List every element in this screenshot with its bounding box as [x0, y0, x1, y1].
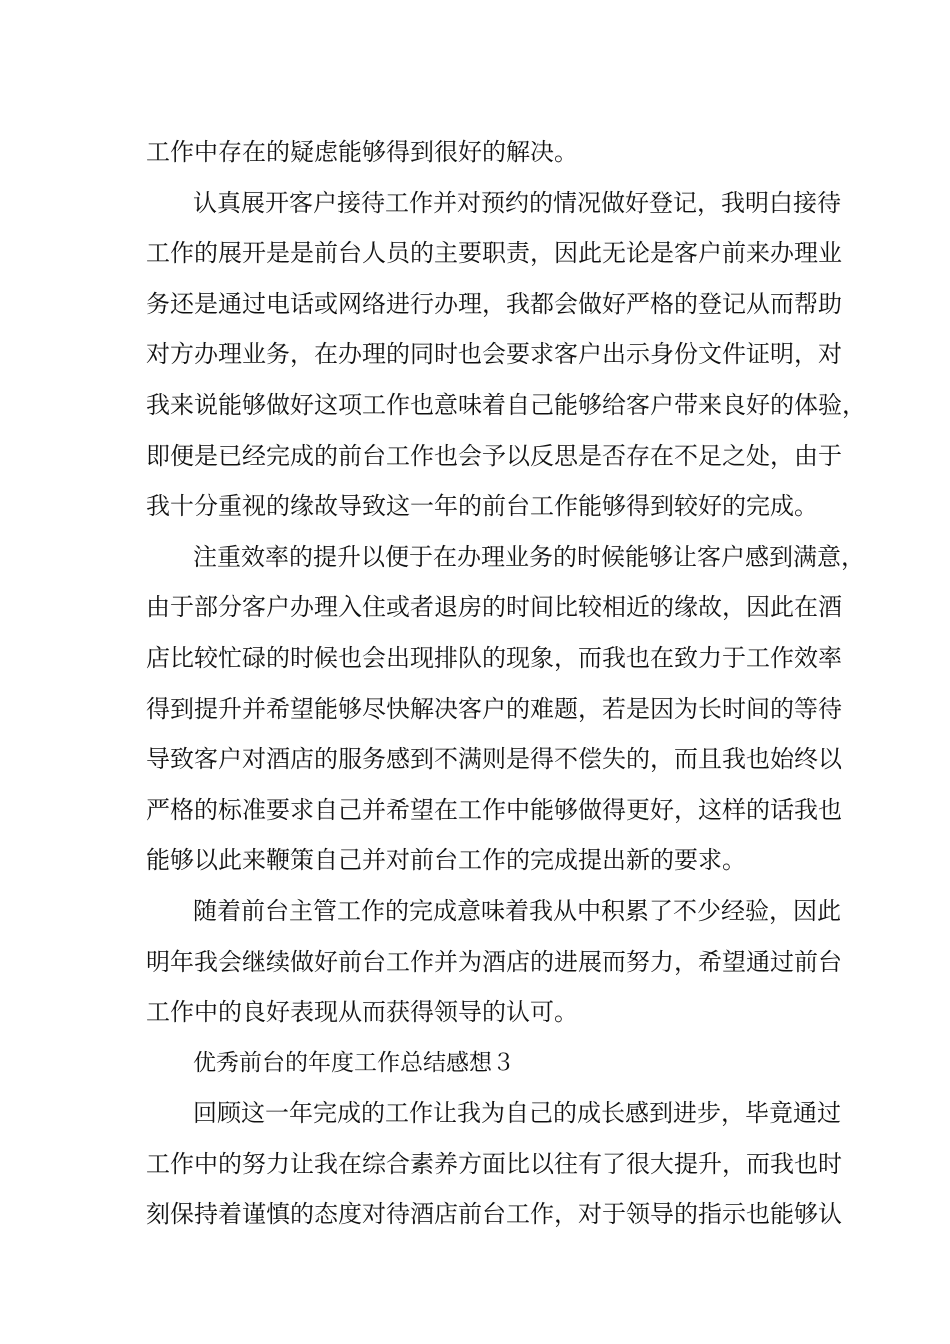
- text-line: 严格的标准要求自己并希望在工作中能够做得更好，这样的话我也: [146, 795, 842, 824]
- text-line: 导致客户对酒店的服务感到不满则是得不偿失的，而且我也始终以: [146, 745, 842, 774]
- paragraph-first-line: 认真展开客户接待工作并对预约的情况做好登记，我明白接待: [193, 188, 841, 217]
- text-line: 我十分重视的缘故导致这一年的前台工作能够得到较好的完成。: [146, 492, 818, 521]
- text-line: 由于部分客户办理入住或者退房的时间比较相近的缘故，因此在酒: [146, 593, 842, 622]
- section-heading: 优秀前台的年度工作总结感想３: [193, 1049, 515, 1076]
- text-line: 明年我会继续做好前台工作并为酒店的进展而努力，希望通过前台: [146, 947, 842, 976]
- text-line: 刻保持着谨慎的态度对待酒店前台工作，对于领导的指示也能够认: [146, 1200, 842, 1229]
- text-line: 工作的展开是是前台人员的主要职责，因此无论是客户前来办理业: [146, 239, 842, 268]
- text-line: 能够以此来鞭策自己并对前台工作的完成提出新的要求。: [146, 846, 746, 875]
- paragraph-first-line: 随着前台主管工作的完成意味着我从中积累了不少经验，因此: [193, 896, 841, 925]
- paragraph-first-line: 回顾这一年完成的工作让我为自己的成长感到进步，毕竟通过: [193, 1099, 841, 1128]
- document-body: [146, 127, 866, 1240]
- text-line: 工作中存在的疑虑能够得到很好的解决。: [146, 138, 578, 166]
- text-line: 工作中的努力让我在综合素养方面比以往有了很大提升，而我也时: [146, 1149, 842, 1178]
- text-line: 务还是通过电话或网络进行办理，我都会做好严格的登记从而帮助: [146, 289, 842, 318]
- text-line: 工作中的良好表现从而获得领导的认可。: [146, 998, 578, 1027]
- text-line: 我来说能够做好这项工作也意味着自己能够给客户带来良好的体验，: [146, 390, 866, 419]
- text-line: 得到提升并希望能够尽快解决客户的难题，若是因为长时间的等待: [146, 694, 842, 723]
- text-line: 即便是已经完成的前台工作也会予以反思是否存在不足之处，由于: [146, 441, 842, 470]
- paragraph-first-line: 注重效率的提升以便于在办理业务的时候能够让客户感到满意，: [193, 542, 865, 571]
- text-line: 店比较忙碌的时候也会出现排队的现象，而我也在致力于工作效率: [146, 643, 842, 672]
- text-line: 对方办理业务，在办理的同时也会要求客户出示身份文件证明，对: [146, 340, 842, 369]
